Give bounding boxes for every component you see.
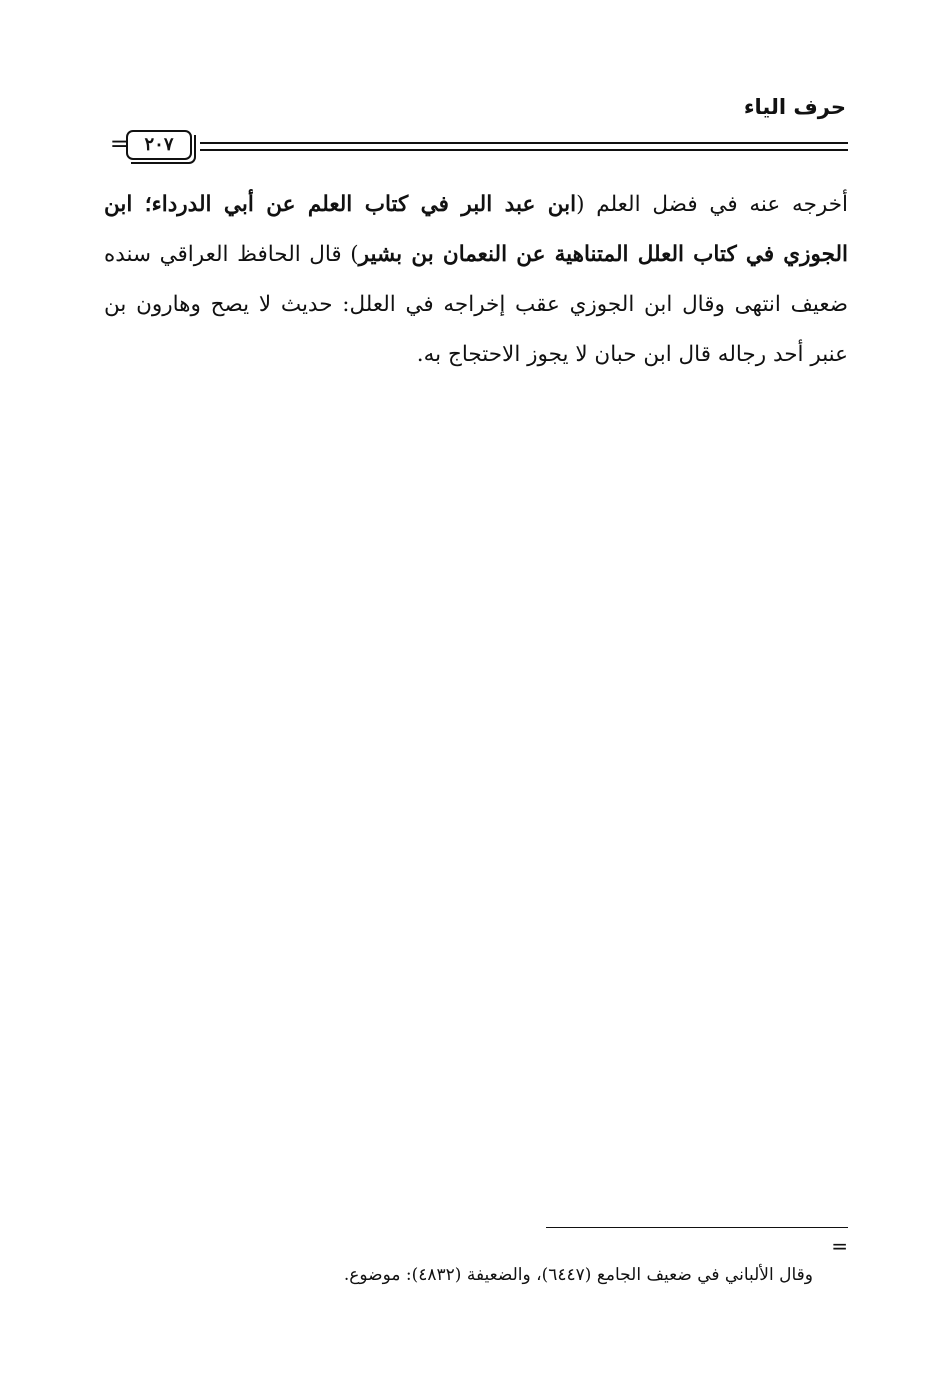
main-text — [104, 180, 848, 380]
page-number: ٢٠٧ — [144, 134, 174, 155]
chapter-title: حرف الياء — [743, 95, 846, 119]
footnote-continuation-mark: = — [831, 1234, 848, 1258]
header-double-rule — [200, 142, 848, 151]
header-continuation-mark: = — [110, 132, 129, 157]
text-segment-plain: ) قال الحافظ العراقي سنده ضعيف انتهى وقال ابن الجوزي عقب إخراجه في العلل: حديث لا يصح وهارون بن عنبر أحد رجاله قال ابن حبان لا يجوز الاحتجاج به. — [104, 242, 848, 367]
page-number-badge — [126, 130, 192, 160]
footnote-separator — [546, 1227, 848, 1228]
text-segment-bold: ابن عبد البر في كتاب العلم عن أبي الدرداء؛ ابن الجوزي في كتاب العلل المتناهية عن النعمان بن بشير — [104, 192, 849, 267]
footnote-text: وقال الألباني في ضعيف الجامع (٦٤٤٧)، والضعيفة (٤٨٣٢): موضوع. — [343, 1265, 813, 1285]
text-segment-plain: أخرجه عنه في فضل العلم ( — [576, 192, 849, 217]
